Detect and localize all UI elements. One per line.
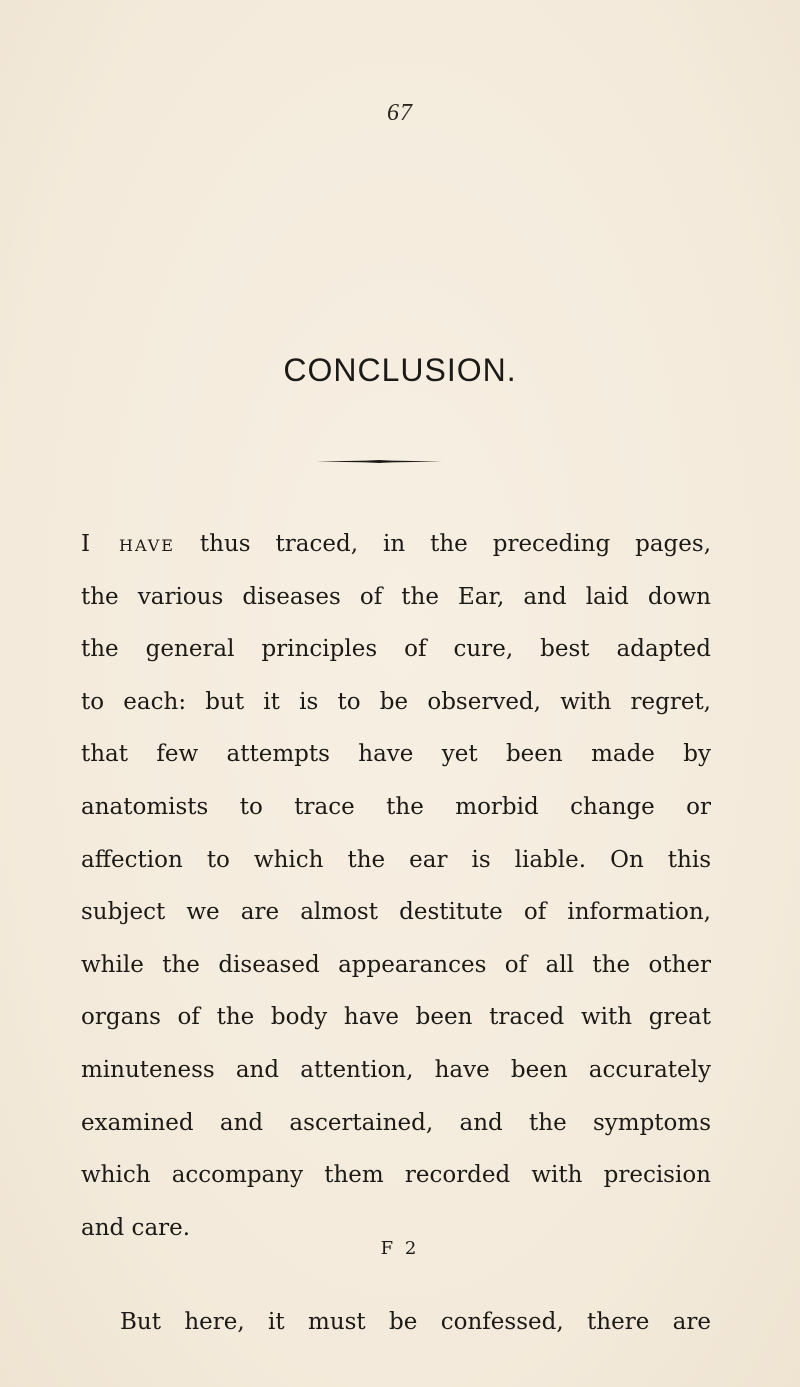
text-line: to each: but it is to be observed, with regret, [81,688,711,715]
text-line: affection to which the ear is liable. On this [81,846,711,873]
text-line: organs of the body have been traced with great [81,1004,711,1031]
text-line-content: thus traced, in the preceding pages, [174,531,711,557]
text-line: that few attempts have yet been made by [81,741,711,768]
text-line [81,525,711,578]
text-line: the various diseases of the Ear, and laid down [81,583,711,610]
page-number: 67 [387,100,413,126]
ornamental-rule [316,460,442,463]
text-line: examined and ascertained, and the symptoms [81,1109,711,1136]
text-line: But here, it must be confessed, there are [120,1309,711,1336]
text-line: anatomists to trace the morbid change or [81,793,711,820]
paragraph-gap [81,1261,711,1303]
signature-mark: F 2 [380,1238,420,1259]
text-line: minuteness and attention, have been accurately [81,1056,711,1083]
lead-word: I have [81,531,175,557]
text-line: and care. [81,1214,191,1241]
chapter-heading: CONCLUSION. [283,352,517,388]
text-line: while the diseased appearances of all the other [81,951,711,978]
body-text [81,525,711,1356]
text-line: which accompany them recorded with precision [81,1162,711,1189]
text-line: the general principles of cure, best adapted [81,636,711,663]
text-line: subject we are almost destitute of information, [81,899,711,926]
